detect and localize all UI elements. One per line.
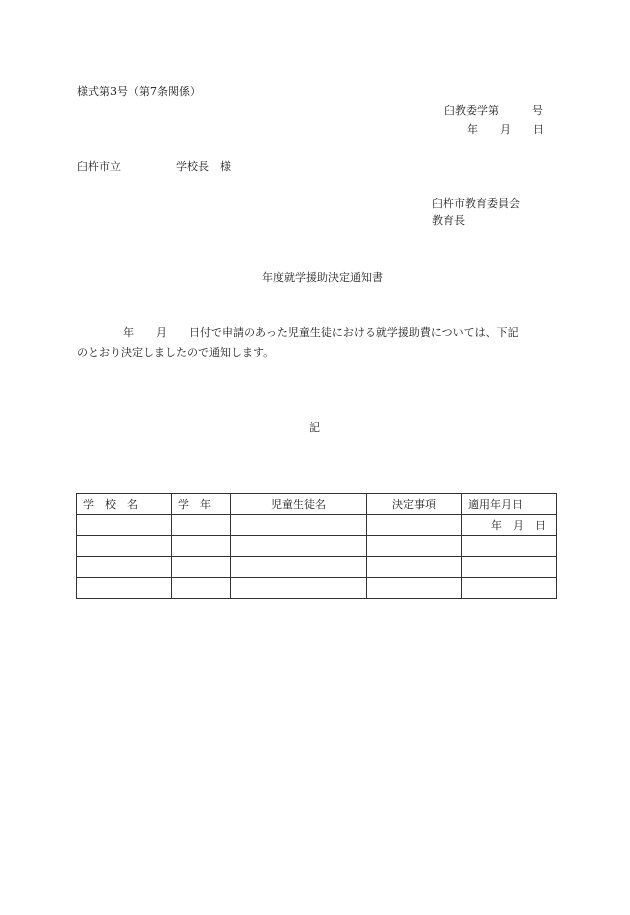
body-line-1: 年 月 日付で申請のあった児童生徒における就学援助費については、下記 <box>123 326 519 339</box>
cell-school <box>77 515 172 536</box>
cell-school <box>77 536 172 557</box>
header-grade: 学 年 <box>172 494 231 515</box>
decision-table <box>76 493 557 599</box>
table-row <box>77 557 557 578</box>
cell-decision <box>367 557 462 578</box>
cell-decision <box>367 536 462 557</box>
reference-number: 臼教委学第 号 <box>444 104 543 117</box>
body-line-2: のとおり決定しましたので通知します。 <box>77 346 275 359</box>
cell-decision <box>367 515 462 536</box>
cell-school <box>77 578 172 599</box>
cell-date: 年 月 日 <box>462 515 557 536</box>
cell-student <box>231 515 367 536</box>
table-row <box>77 536 557 557</box>
table-row <box>77 578 557 599</box>
header-decision: 決定事項 <box>367 494 462 515</box>
cell-student <box>231 557 367 578</box>
cell-date <box>462 578 557 599</box>
header-school-name: 学 校 名 <box>77 494 172 515</box>
cell-grade <box>172 536 231 557</box>
cell-student <box>231 536 367 557</box>
issuer-title: 教育長 <box>432 214 465 227</box>
document-title: 年度就学援助決定通知書 <box>262 271 383 284</box>
cell-student <box>231 578 367 599</box>
cell-date <box>462 557 557 578</box>
cell-school <box>77 557 172 578</box>
issuer-organization: 臼杵市教育委員会 <box>432 197 520 210</box>
ki-note-marker: 記 <box>309 421 320 434</box>
table-header-row <box>77 494 557 515</box>
cell-grade <box>172 557 231 578</box>
cell-decision <box>367 578 462 599</box>
header-student-name: 児童生徒名 <box>231 494 367 515</box>
table-row <box>77 515 557 536</box>
cell-grade <box>172 515 231 536</box>
form-id: 様式第3号（第7条関係） <box>77 85 201 98</box>
cell-date <box>462 536 557 557</box>
cell-grade <box>172 578 231 599</box>
header-effective-date: 適用年月日 <box>462 494 557 515</box>
recipient: 臼杵市立 学校長 様 <box>77 160 231 173</box>
issue-date: 年 月 日 <box>467 123 544 136</box>
